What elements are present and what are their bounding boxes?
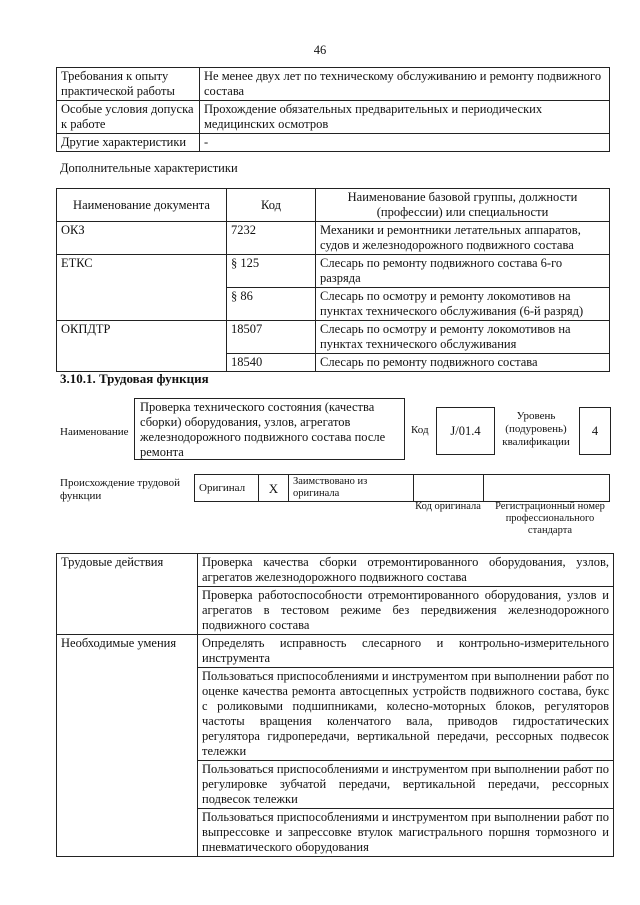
section-title: 3.10.1. Трудовая функция bbox=[60, 371, 209, 386]
cell-name: Слесарь по осмотру и ремонту локомотивов на пунктах технического обслуживания (6-й разряд) bbox=[316, 288, 610, 321]
skill-item: Пользоваться приспособлениями и инструментом при выполнении работ по выпрессовке и запрессовке втулок магистрального поршня тормозного и пневматического оборудования bbox=[198, 809, 614, 857]
actions-table bbox=[56, 553, 614, 857]
function-name-box bbox=[134, 398, 405, 460]
cell-code: § 125 bbox=[227, 255, 316, 288]
header-code: Код bbox=[227, 189, 316, 222]
original-code-cell bbox=[414, 475, 484, 502]
additional-table bbox=[56, 188, 610, 372]
borrowed-label: Заимствовано из оригинала bbox=[289, 475, 414, 502]
skills-label: Необходимые умения bbox=[57, 635, 198, 857]
skill-item: Пользоваться приспособлениями и инструментом при выполнении работ по регулировке зубчатой передачи, вертикальной передачи, рессорных подвесок тележки bbox=[198, 761, 614, 809]
action-item: Проверка работоспособности отремонтированного оборудования, узлов и агрегатов в тестовом режиме без передвижения железнодорожного подвижного состава bbox=[198, 587, 614, 635]
row-label: Другие характеристики bbox=[57, 134, 200, 152]
table-header-row bbox=[57, 189, 610, 222]
skill-item: Пользоваться приспособлениями и инструментом при выполнении работ по оценке качества ремонта автосцепных устройств подвижного состава, букс с роликовыми подшипниками, колесно-моторных блоков, регуляторов частоты вращения коленчатого вала, приводов гидростатических регулятора гидропередачи, вертикальной передачи, рессорных подвесок тележки bbox=[198, 668, 614, 761]
cell-doc: ОКЗ bbox=[57, 222, 227, 255]
cell-code: 18507 bbox=[227, 321, 316, 354]
cell-name: Слесарь по осмотру и ремонту локомотивов на пунктах технического обслуживания bbox=[316, 321, 610, 354]
table-row bbox=[195, 475, 610, 502]
code-caption: Код оригинала bbox=[415, 501, 481, 512]
action-item: Проверка качества сборки отремонтированного оборудования, узлов, агрегатов железнодорожного подвижного состава bbox=[198, 554, 614, 587]
cell-code: 18540 bbox=[227, 354, 316, 372]
cell-name: Механики и ремонтники летательных аппаратов, судов и железнодорожного подвижного состава bbox=[316, 222, 610, 255]
header-doc: Наименование документа bbox=[57, 189, 227, 222]
level-value: 4 bbox=[591, 424, 599, 438]
cell-doc: ЕТКС bbox=[57, 255, 227, 321]
header-name: Наименование базовой группы, должности (профессии) или специальности bbox=[316, 189, 610, 222]
row-label: Требования к опыту практической работы bbox=[57, 68, 200, 101]
origin-label: Происхождение трудовой функции bbox=[60, 477, 181, 502]
name-label: Наименование bbox=[60, 426, 129, 438]
level-box bbox=[579, 407, 611, 455]
table-row bbox=[57, 635, 614, 668]
reg-caption: Регистрационный номер профессионального стандарта bbox=[495, 501, 605, 536]
origin-table bbox=[194, 474, 610, 502]
table-row bbox=[57, 321, 610, 354]
level-label: Уровень (подуровень) квалификации bbox=[502, 410, 570, 448]
additional-title: Дополнительные характеристики bbox=[60, 161, 238, 175]
row-value: - bbox=[200, 134, 610, 152]
row-label: Особые условия допуска к работе bbox=[57, 101, 200, 134]
function-name-value: Проверка технического состояния (качества сборки) оборудования, узлов, агрегатов железнодорожного подвижного состава после ремонта bbox=[140, 400, 386, 459]
skill-item: Определять исправность слесарного и контрольно-измерительного инструмента bbox=[198, 635, 614, 668]
table-row bbox=[57, 222, 610, 255]
cell-doc: ОКПДТР bbox=[57, 321, 227, 372]
cell-code: 7232 bbox=[227, 222, 316, 255]
function-code-value: J/01.4 bbox=[450, 424, 481, 438]
table-row bbox=[57, 255, 610, 288]
code-label: Код bbox=[411, 424, 429, 436]
cell-name: Слесарь по ремонту подвижного состава 6-го разряда bbox=[316, 255, 610, 288]
table-row bbox=[57, 134, 610, 152]
page-number: 46 bbox=[313, 43, 327, 57]
row-value: Не менее двух лет по техническому обслуживанию и ремонту подвижного состава bbox=[200, 68, 610, 101]
table-row bbox=[57, 68, 610, 101]
reg-number-cell bbox=[484, 475, 610, 502]
actions-label: Трудовые действия bbox=[57, 554, 198, 635]
requirements-table bbox=[56, 67, 610, 152]
cell-name: Слесарь по ремонту подвижного состава bbox=[316, 354, 610, 372]
function-code-box bbox=[436, 407, 495, 455]
table-row bbox=[57, 554, 614, 587]
cell-code: § 86 bbox=[227, 288, 316, 321]
original-label: Оригинал bbox=[195, 475, 259, 502]
row-value: Прохождение обязательных предварительных и периодических медицинских осмотров bbox=[200, 101, 610, 134]
table-row bbox=[57, 101, 610, 134]
original-mark: X bbox=[259, 475, 289, 502]
